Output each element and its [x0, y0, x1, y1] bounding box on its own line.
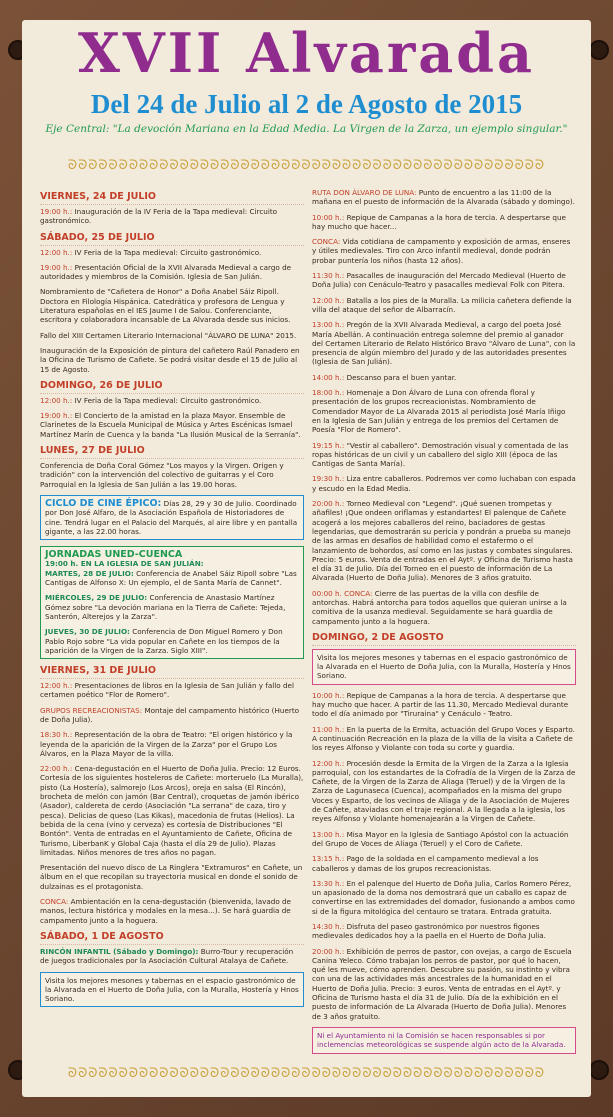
event-time: 10:00 h.: — [312, 690, 345, 700]
event-text: El Concierto de la amistad en la plaza Mayor. Ensemble de Clarinetes de la Escuela Municipal de Música y Artes Escénicas Ismael Martínez Marín de Cuenca y la banda "La Ilusión Musical de la Serranía". — [40, 411, 301, 439]
taverns-notice-box — [40, 972, 304, 1008]
event-text: Batalla a los pies de la Muralla. La milicia cañetera defiende la villa del ataque del señor de Albarracín. — [312, 295, 572, 314]
event-item — [312, 237, 576, 265]
event-dates: Del 24 de Julio al 2 de Agosto de 2015 — [90, 89, 523, 119]
event-item — [45, 627, 299, 655]
ornament-border-top: ᘐᘐᘐᘐᘐᘐᘐᘐᘐᘐᘐᘐᘐᘐᘐᘐᘐᘐᘐᘐᘐᘐᘐᘐᘐᘐᘐᘐᘐᘐᘐᘐᘐᘐᘐᘐᘐᘐᘐᘐᘐᘐᘐᘐᘐᘐᘐ — [67, 158, 546, 173]
event-text: En la puerta de la Ermita, actuación del Grupo Voces y Esparto. A continuación Recreación en la plaza de la villa de la visita a Cañete de los reyes Alfonso y Violante con toda su corte y guardia. — [312, 724, 575, 753]
event-time: 13:00 h.: — [312, 320, 345, 330]
event-time: 12:00 h.: — [40, 395, 73, 405]
event-item — [312, 854, 576, 873]
event-text: Procesión desde la Ermita de la Virgen de la Zarza a la Iglesia parroquial, con los estandartes de la Cofradía de la Virgen de la Zarza de Cañete, de la Virgen de la Zarza de Aliaga (Teruel) y de la Virgen de la Zarza de Lagunaseca (Cuenca), acompañados en la misma del grupo Voces y Esparto, de los vecinos de Aliaga y de la Asociación de Mujeres de Cañete, ataviadas con el traje regional. A la llegada a la iglesia, los reyes Alfonso y Violante homenajearán a la Virgen de Cañete. — [312, 758, 576, 824]
event-text: Exhibición de perros de pastor, con ovejas, a cargo de Escuela Canina Yeleco. Cómo trabajan los perros de pastor, por qué lo hacen, qué les mueve, cómo aprenden. Descubre su pasión, su instinto y vibra con una de las actividades más ancestrales de la humanidad en el Huerto de Doña Julia. Precio: 3 euros. Venta de entradas en el Aytº. y Oficina de Turismo hasta el día 31 de Julio. Día de la exhibición en el puesto de información de La Alvarada (Huerto de Doña Julia). Menores de 3 años gratuito. — [312, 946, 572, 1021]
event-text: Inauguración de la Exposición de pintura del cañetero Raúl Panadero en la Oficina de Turismo de Cañete. Se podrá visitar desde el 15 de Julio al 15 de Agosto. — [40, 345, 300, 374]
event-item — [312, 373, 576, 382]
event-text: Pregón de la XVII Alvarada Medieval, a cargo del poeta José María Abellán. A continuación entrega solemne del premio al ganador del Certamen Literario de Relato Histórico Bravo "Álvaro de Luna", con la presencia de algún miembro del Jurado y de las autoridades presentes (Iglesia de San Julián). — [312, 320, 576, 367]
event-text: Inauguración de la IV Feria de la Tapa medieval: Circuito gastronómico. — [40, 207, 278, 226]
event-time: 14:30 h.: — [312, 922, 345, 931]
event-text: Vida cotidiana de campamento y exposición de armas, enseres y útiles medievales. Tiro con Arco infantil medieval, donde podrán probar puntería los niños (hasta 12 años). — [312, 237, 571, 265]
event-item — [312, 759, 576, 824]
event-time: 18:00 h.: — [312, 388, 345, 398]
event-time: 19:15 h.: — [312, 440, 345, 450]
ornament-border-bottom: ᘐᘐᘐᘐᘐᘐᘐᘐᘐᘐᘐᘐᘐᘐᘐᘐᘐᘐᘐᘐᘐᘐᘐᘐᘐᘐᘐᘐᘐᘐᘐᘐᘐᘐᘐᘐᘐᘐᘐᘐᘐᘐᘐᘐᘐᘐᘐ — [67, 1066, 546, 1081]
event-item — [312, 922, 576, 941]
day-heading: SÁBADO, 1 DE AGOSTO — [40, 931, 304, 945]
event-text: Fallo del XIII Certamen Literario Internacional "ÁLVARO DE LUNA" 2015. — [40, 330, 297, 340]
box-text: Días 28, 29 y 30 de Julio. Coordinado por Don José Alfaro, de la Asociación Española de Historiadores de cine. Tendrá lugar en el Palacio del Marqués, al aire libre y en pantalla gigante, a las 22.00 horas. — [45, 498, 298, 536]
event-text: IV Feria de la Tapa medieval: Circuito gastronómico. — [74, 395, 262, 405]
event-text: En el palenque del Huerto de Doña Julia, Carlos Romero Pérez, un apasionado de la doma nos demostrará que un caballo es capaz de convertirse en las extremidades del domador, fusionando a ambos como si de la figura mitológica del centauro se tratara. Entrada gratuita. — [312, 878, 575, 916]
event-time: 20:00 h.: — [312, 499, 345, 509]
event-text: Presentación del nuevo disco de La Ringlera "Extramuros" en Cañete, un álbum en el que recopilan su trayectoria musical en donde el sonido de dulzainas es el protagonista. — [40, 863, 303, 891]
event-time: 19:00 h.: — [40, 262, 73, 272]
event-item — [312, 213, 576, 232]
event-time: 18:30 h.: — [40, 730, 73, 740]
event-item — [40, 681, 304, 700]
event-time: 13:15 h.: — [312, 854, 345, 864]
event-item — [312, 589, 576, 626]
event-text: Liza entre caballeros. Podremos ver como luchaban con espada y escudo en la Edad Media. — [312, 474, 576, 493]
event-label: GRUPOS RECREACIONISTAS: — [40, 705, 143, 715]
event-item — [40, 263, 304, 282]
event-text: Presentación Oficial de la XVII Alvarada Medieval a cargo de autoridades y miembros de la Comisión. Iglesia de San Julián. — [40, 262, 292, 282]
event-text: Nombramiento de "Cañetera de Honor" a Doña Anabel Sáiz Ripoll. Doctora en Filología Hispánica. Catedrática y profesora de Lengua y Literatura españolas en el IES Jaume I de Salou. Conferenciante, escritora y colaboradora incansable de La Alvarada desde sus inicios. — [40, 287, 291, 325]
poster-paper — [22, 20, 591, 1097]
event-text: Presentaciones de libros en la Iglesia de San Julián y fallo del certamen poético "Flor de Romero". — [40, 681, 294, 700]
box-text: Visita los mejores mesones y tabernas en el espacio gastronómico de la Alvarada en el Huerto de Doña Julia, con la Muralla, Hostería y Hnos Soriano. — [45, 975, 299, 1004]
event-item — [312, 320, 576, 366]
event-time: 12:00 h.: — [40, 681, 73, 691]
event-item — [40, 764, 304, 857]
event-text: Repique de Campanas a la hora de tercia. A despertarse que hay mucho que hacer. A partir de las 11.30, Mercado Medieval durante todo el día animado por "Tiruraina" y Cenáculo - Teatro. — [312, 690, 569, 719]
event-text: "Vestir al caballero". Demostración visual y comentada de las ropas históricas de un civil y un caballero del siglo XIII (época de las Cantigas de Santa María). — [312, 440, 569, 469]
taverns-notice-box — [312, 649, 576, 685]
event-label: CONCA: — [40, 897, 69, 907]
event-text: Misa Mayor en la Iglesia de Santiago Apóstol con la actuación del Grupo de Voces de Aliaga (Teruel) y el Coro de Cañete. — [312, 829, 569, 848]
event-item — [312, 441, 576, 469]
event-label: CONCA: — [312, 237, 341, 247]
event-item — [312, 296, 576, 315]
event-text: Burro-Tour y recuperación de juegos tradicionales por la Asociación Cultural Atalaya de Cañete. — [40, 946, 294, 966]
event-time: 19:00 h.: — [40, 411, 73, 421]
program-right-column — [312, 188, 576, 1060]
event-item — [312, 474, 576, 493]
event-item — [312, 830, 576, 849]
event-time: 12:00 h.: — [312, 758, 345, 768]
box-text: Visita los mejores mesones y tabernas en el espacio gastronómico de la Alvarada en el Huerto de Doña Julia, con la Muralla, Hostería y Hnos Soriano. — [317, 652, 571, 681]
box-title: JORNADAS UNED-CUENCA — [45, 549, 183, 561]
event-time: 14:00 h.: — [312, 372, 345, 382]
event-item — [312, 691, 576, 719]
event-time: 13:00 h.: — [312, 829, 345, 839]
event-item — [312, 188, 576, 207]
event-text: Disfruta del paseo gastronómico por nuestros figones medievales dedicados hoy a la paella en el Huerto de Doña Julia. — [312, 922, 546, 941]
event-text: IV Feria de la Tapa medieval: Circuito gastronómico. — [74, 247, 262, 257]
event-text: Conferencia de Doña Coral Gómez "Los mayos y la Virgen. Origen y tradición" con la intervención del colectivo de guitarras y el Coro Parroquial en la Iglesia de San Julián a las 19.00 horas. — [40, 461, 284, 489]
central-theme: Eje Central: "La devoción Mariana en la Edad Media. La Virgen de la Zarza, un ejemplo singular." — [45, 123, 568, 135]
event-item — [312, 947, 576, 1021]
event-item — [312, 271, 576, 290]
day-heading: VIERNES, 31 DE JULIO — [40, 665, 304, 679]
event-time: 22:00 h.: — [40, 764, 73, 774]
day-heading: DOMINGO, 26 DE JULIO — [40, 380, 304, 394]
event-time: 19:00 h.: — [40, 207, 73, 216]
event-day: JUEVES, 30 DE JULIO: — [45, 627, 130, 637]
event-day: MARTES, 28 DE JULIO: — [45, 568, 134, 578]
event-item — [40, 411, 304, 439]
event-text: Pasacalles de inauguración del Mercado Medieval (Huerto de Doña Julia) con Cenáculo-Teatro y pasacalles medieval Folk con Pitera. — [312, 271, 566, 290]
event-text: Cena-degustación en el Huerto de Doña Julia. Precio: 12 Euros. Cortesía de los siguientes hosteleros de Cañete: morteruelo (La Muralla), pisto (La Hostería), salmorejo (Los Arcos), oreja en salsa (El Rincón), brocheta de melón con jamón (Bar Central), croquetas de jamón ibérico (Asador), caldereta de cerdo (Asociación "La serrana" de caza, tiro y pesca). Delicias de queso (Las Kikas), macedonia de frutas (Helios). La bebida de la cena (vino y cerveza) es cortesía de Distribuciones "El Bontón". Venta de entradas en el Ayuntamiento de Cañete, Oficina de Turismo, LiberbanK y Global Caja (hasta el día 29 de Julio). Plazas limitadas. Niños menores de tres años no pagan. — [40, 764, 304, 857]
event-item — [40, 730, 304, 758]
event-text: Repique de Campanas a la hora de tercia. A despertarse que hay mucho que hacer... — [312, 212, 566, 231]
event-text: Conferencia de Anabel Sáiz Ripoll sobre "Las Cantigas de Alfonso X: Un ejemplo, el de Santa María de Cannet". — [45, 568, 297, 588]
poster-title: XVII Alvarada — [77, 21, 536, 85]
event-item — [40, 897, 304, 925]
screw-icon — [589, 40, 609, 60]
day-heading: VIERNES, 24 DE JULIO — [40, 191, 304, 205]
disclaimer-text: Ni el Ayuntamiento ni la Comisión se hacen responsables si por inclemencias meteorológicas se suspende algún acto de la Alvarada. — [317, 1030, 566, 1050]
event-time: 12:00 h.: — [40, 247, 73, 257]
event-item — [312, 879, 576, 916]
screw-icon — [589, 1060, 609, 1080]
event-item — [45, 569, 299, 588]
event-time: 13:30 h.: — [312, 878, 345, 888]
day-heading: DOMINGO, 2 DE AGOSTO — [312, 632, 576, 646]
program-left-column — [40, 188, 304, 1013]
event-text: Montaje del campamento histórico (Huerto de Doña Julia). — [40, 705, 300, 724]
event-text: Pago de la soldada en el campamento medieval a los caballeros y damas de los grupos recreacionistas. — [312, 854, 539, 873]
event-label: RINCÓN INFANTIL (Sábado y Domingo): — [40, 946, 199, 956]
event-text: Conferencia de Anastasio Martínez Gómez sobre "La devoción mariana en la Tierra de Cañete: Tejeda, Santerón, Alterejos y la Zarza". — [45, 593, 286, 621]
event-time: 10:00 h.: — [312, 212, 345, 222]
day-heading: SÁBADO, 25 DE JULIO — [40, 232, 304, 246]
disclaimer-box — [312, 1027, 576, 1054]
event-item — [45, 593, 299, 621]
event-time: 00:00 h. CONCA: — [312, 588, 373, 598]
uned-conferences-box — [40, 546, 304, 659]
event-text: Conferencia de Don Miguel Romero y Don Pablo Rojo sobre "La vida popular en Cañete en los tiempos de la aparición de la Virgen de la Zarza. Siglo XIII". — [45, 627, 283, 655]
event-item — [312, 499, 576, 583]
box-title: CICLO DE CINE ÉPICO: — [45, 497, 162, 509]
event-text: Representación de la obra de Teatro: "El origen histórico y la leyenda de la aparición de la Virgen de la Zarza" por el Grupo Los Álvaros, en la Plaza Mayor de la villa. — [40, 730, 293, 758]
box-subtitle: 19:00 h. EN LA IGLESIA DE SAN JULIÁN: — [45, 559, 204, 569]
event-time: 11:30 h.: — [312, 271, 345, 281]
event-item — [40, 207, 304, 226]
event-text: Torneo Medieval con "Legend". ¡Qué suenen trompetas y añafiles! ¡Que ondeen oriflamas y estandartes! El palenque de Cañete acogerá a los mejores caballeros del reino, baciadores de gestas legendarias, que demostrarán su pericia y pondrán a prueba su manejo de las armas en desafíos de habilidad como el estafermo o el lanzamiento de bohordos, así como en las justas y combates singulares. Precio: 5 euros. Venta de entradas en el Aytº. y Oficina de Turismo hasta el día 31 de Julio. Día del Torneo en el puesto de información de La Alvarada (Huerto de Doña Julia). Menores de 3 años gratuito. — [312, 499, 573, 583]
event-time: 12:00 h.: — [312, 295, 345, 305]
event-item — [40, 706, 304, 725]
event-day: MIÉRCOLES, 29 DE JULIO: — [45, 593, 148, 603]
event-text: Homenaje a Don Álvaro de Luna con ofrenda floral y presentación de los grupos recreacionistas. Nombramiento de Comendador Mayor de La Alvarada 2015 al periodista José María Iñigo en la Iglesia de San Julián y entrega de los premios del Certamen de Poesía "Flor de Romero". — [312, 388, 566, 435]
event-label: RUTA DON ÁLVARO DE LUNA: — [312, 188, 417, 197]
event-item — [312, 388, 576, 434]
event-text: Ambientación en la cena-degustación (bienvenida, lavado de manos, lectura histórica y modales en la mesa...). Se hará guardia de campamento junto a la hoguera. — [40, 897, 291, 925]
event-item — [40, 947, 304, 966]
event-text: Descanso para el buen yantar. — [346, 372, 457, 382]
event-item — [312, 725, 576, 753]
event-text: Punto de encuentro a las 11:00 de la mañana en el puesto de información de la Alvarada (sábado y domingo). — [312, 188, 575, 207]
cinema-cycle-box — [40, 495, 304, 540]
event-time: 11:00 h.: — [312, 724, 345, 734]
day-heading: LUNES, 27 DE JULIO — [40, 445, 304, 459]
event-item — [40, 248, 304, 257]
event-time: 20:00 h.: — [312, 946, 345, 956]
event-text: Cierre de las puertas de la villa con desfile de antorchas. Habrá antorcha para todos aquellos que quieran unirse a la comitiva de la usanza medieval. Seguidamente se hará guardia de campamento junto a la hoguera. — [312, 588, 567, 626]
event-time: 19:30 h.: — [312, 474, 345, 484]
event-item — [40, 396, 304, 405]
